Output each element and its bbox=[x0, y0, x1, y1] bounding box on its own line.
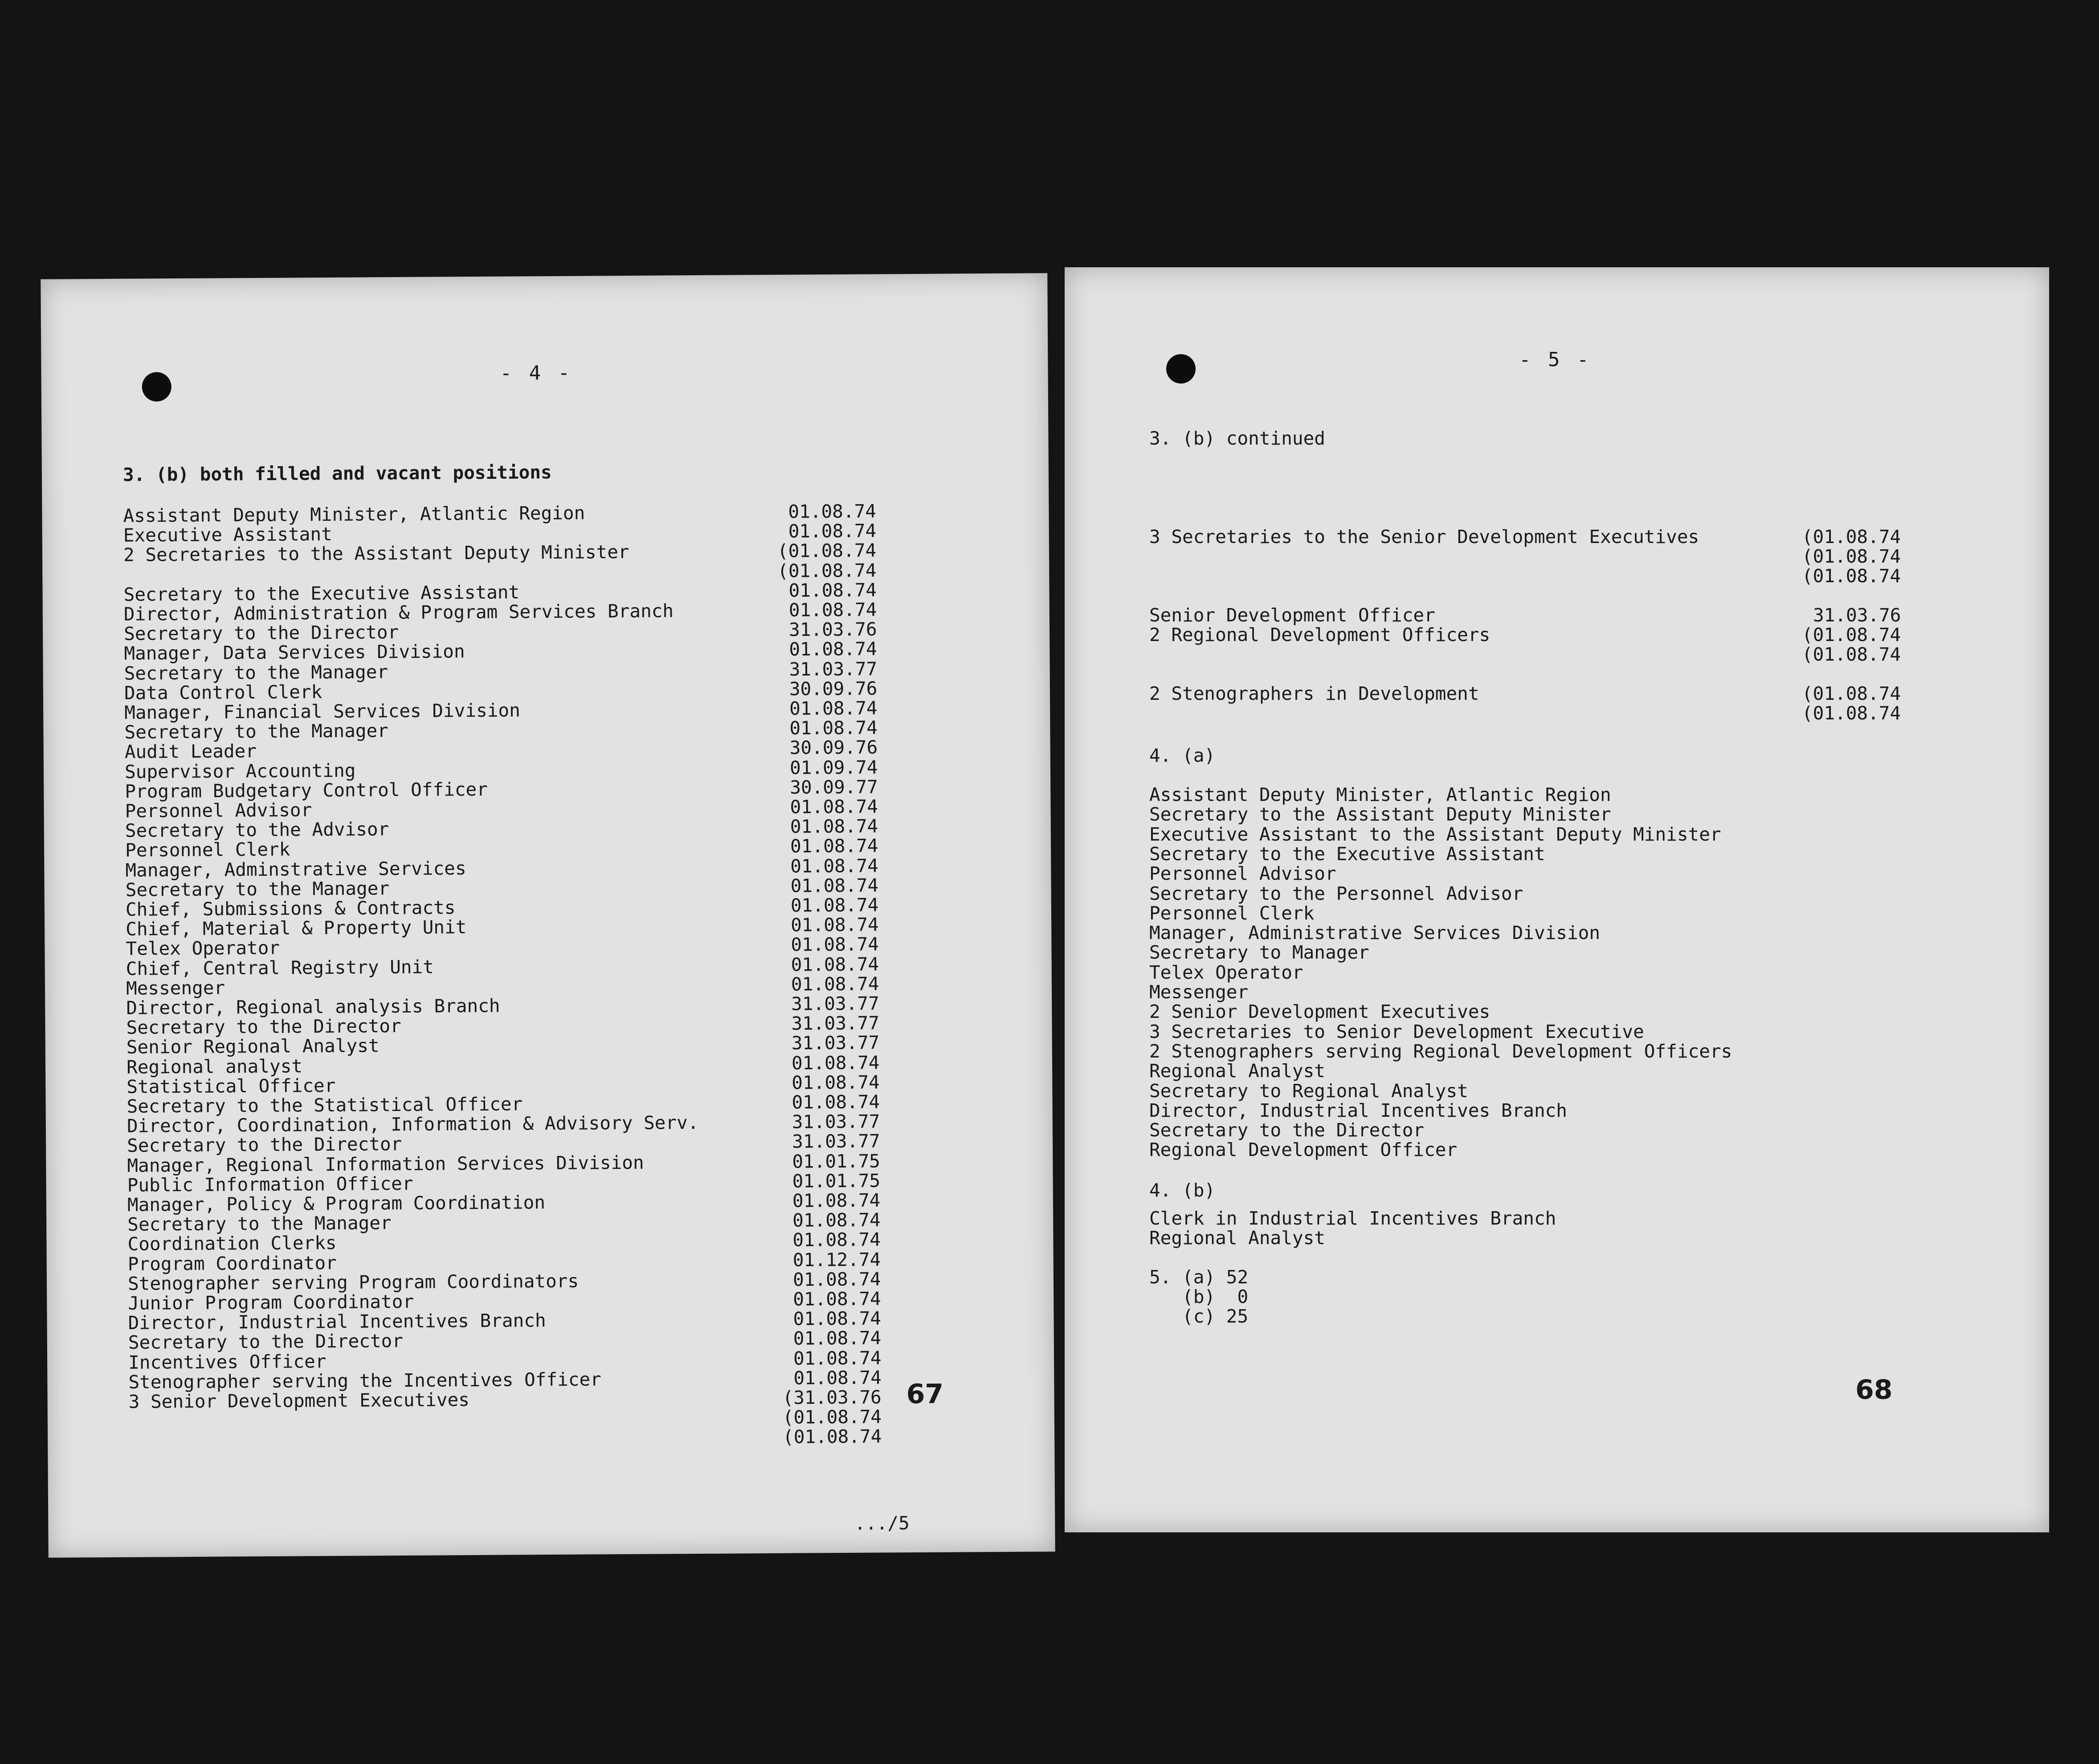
position-date: 01.08.74 bbox=[791, 973, 879, 995]
position-title: Junior Program Coordinator bbox=[128, 1290, 414, 1314]
position-date: 01.08.74 bbox=[790, 835, 878, 858]
position-date: 01.08.74 bbox=[789, 717, 878, 739]
position-title: Secretary to the Director bbox=[123, 621, 399, 645]
list-item: Secretary to Regional Analyst bbox=[1149, 1080, 1468, 1102]
right-page bbox=[1065, 267, 2049, 1532]
list-item: (b) 0 bbox=[1149, 1286, 1249, 1307]
position-title: Secretary to the Director bbox=[127, 1133, 402, 1157]
position-date: 01.08.74 bbox=[792, 1071, 880, 1094]
section-heading: 3. (b) both filled and vacant positions bbox=[123, 461, 552, 486]
punch-hole bbox=[142, 372, 172, 401]
position-date: (01.08.74 bbox=[1802, 565, 1901, 587]
position-date: 01.08.74 bbox=[790, 914, 879, 936]
position-title: Manager, Regional Information Services Division bbox=[127, 1152, 644, 1176]
position-date: 31.03.77 bbox=[792, 1130, 880, 1153]
position-title: Secretary to the Statistical Officer bbox=[127, 1093, 523, 1117]
position-date: 01.08.74 bbox=[793, 1347, 882, 1369]
page-number: - 5 - bbox=[1519, 348, 1592, 371]
position-title: Director, Regional analysis Branch bbox=[126, 995, 500, 1019]
position-date: (01.08.74 bbox=[1802, 546, 1901, 567]
position-date: (31.03.76 bbox=[782, 1386, 882, 1409]
page-stamp: 67 bbox=[906, 1378, 944, 1410]
position-date: 01.08.74 bbox=[792, 1268, 881, 1290]
position-date: 01.08.74 bbox=[792, 1189, 881, 1212]
position-title: Manager, Policy & Program Coordination bbox=[127, 1192, 546, 1216]
position-title: Coordination Clerks bbox=[127, 1232, 337, 1255]
position-title: Executive Assistant bbox=[123, 523, 332, 546]
list-item: Telex Operator bbox=[1149, 961, 1303, 983]
position-date: (01.08.74 bbox=[1802, 526, 1901, 547]
position-date: 30.09.76 bbox=[789, 736, 878, 759]
position-date: 01.08.74 bbox=[788, 520, 877, 542]
position-title: Secretary to the Manager bbox=[124, 661, 388, 684]
position-title: Chief, Material & Property Unit bbox=[126, 916, 467, 940]
list-item: 2 Stenographers serving Regional Development Officers bbox=[1149, 1040, 1732, 1062]
position-title: Messenger bbox=[126, 977, 225, 999]
position-title: Secretary to the Director bbox=[128, 1330, 404, 1354]
position-title: Manager, Data Services Division bbox=[124, 641, 465, 665]
position-title: Chief, Central Registry Unit bbox=[126, 956, 434, 980]
position-title: Director, Industrial Incentives Branch bbox=[128, 1310, 546, 1334]
list-item: Regional Analyst bbox=[1149, 1227, 1325, 1249]
position-title: Stenographer serving Program Coordinators bbox=[127, 1270, 579, 1294]
list-item: Regional Analyst bbox=[1149, 1060, 1325, 1082]
position-date: 01.08.74 bbox=[790, 894, 879, 916]
position-date: 01.08.74 bbox=[790, 855, 878, 877]
position-date: 01.08.74 bbox=[793, 1327, 882, 1350]
position-date: (01.08.74 bbox=[1802, 702, 1901, 724]
position-date: (01.08.74 bbox=[777, 539, 877, 562]
list-item: Regional Development Officer bbox=[1149, 1139, 1458, 1161]
position-date: 01.08.74 bbox=[792, 1209, 881, 1231]
position-title: Personnel Clerk bbox=[125, 838, 290, 862]
position-date: 31.03.77 bbox=[791, 992, 879, 1015]
position-title: Secretary to the Manager bbox=[127, 1212, 392, 1235]
position-date: (01.08.74 bbox=[783, 1425, 882, 1448]
position-date: 01.09.74 bbox=[789, 756, 878, 779]
page-stamp: 68 bbox=[1855, 1374, 1893, 1405]
position-title: Chief, Submissions & Contracts bbox=[125, 897, 456, 920]
position-date: (01.08.74 bbox=[782, 1406, 882, 1428]
position-date: 31.03.76 bbox=[788, 618, 877, 641]
position-date: (01.08.74 bbox=[1802, 683, 1901, 704]
position-title: 3 Secretaries to the Senior Development Executives bbox=[1149, 526, 1699, 547]
position-date: 31.03.77 bbox=[792, 1111, 880, 1133]
position-date: 01.08.74 bbox=[788, 500, 877, 523]
position-title: Regional analyst bbox=[126, 1055, 303, 1078]
list-item: Director, Industrial Incentives Branch bbox=[1149, 1099, 1567, 1121]
position-title: Senior Regional Analyst bbox=[126, 1035, 380, 1058]
position-title: Supervisor Accounting bbox=[124, 760, 356, 783]
list-item: Clerk in Industrial Incentives Branch bbox=[1149, 1208, 1556, 1229]
position-title: Personnel Advisor bbox=[125, 799, 312, 822]
position-title: Public Information Officer bbox=[127, 1172, 413, 1196]
continuation-marker: .../5 bbox=[854, 1512, 910, 1534]
position-title: 2 Regional Development Officers bbox=[1149, 624, 1491, 645]
page-number: - 4 - bbox=[500, 361, 573, 385]
position-title: Director, Coordination, Information & Advisory Serv. bbox=[127, 1112, 699, 1137]
position-title: Secretary to the Director bbox=[126, 1015, 401, 1038]
list-item: Secretary to Manager bbox=[1149, 942, 1369, 964]
section-4b-heading: 4. (b) bbox=[1149, 1180, 1216, 1201]
position-date: 01.08.74 bbox=[790, 874, 879, 897]
position-date: 01.08.74 bbox=[791, 1052, 880, 1074]
list-item: Secretary to the Director bbox=[1149, 1119, 1425, 1141]
position-title: Secretary to the Executive Assistant bbox=[123, 581, 520, 605]
list-item: Assistant Deputy Minister, Atlantic Region bbox=[1149, 784, 1611, 805]
position-date: 01.08.74 bbox=[793, 1288, 881, 1310]
position-date: 01.08.74 bbox=[789, 638, 877, 661]
position-date: 31.03.77 bbox=[791, 1012, 880, 1034]
position-date: 30.09.77 bbox=[790, 776, 878, 798]
list-item: Messenger bbox=[1149, 981, 1249, 1003]
position-date: 01.08.74 bbox=[793, 1367, 882, 1389]
position-title: Telex Operator bbox=[126, 937, 280, 960]
left-page bbox=[41, 273, 1055, 1558]
position-title: Secretary to the Advisor bbox=[125, 818, 389, 841]
position-date: 01.08.74 bbox=[792, 1091, 880, 1113]
position-date: 01.08.74 bbox=[792, 1229, 881, 1251]
position-date: 31.03.76 bbox=[1813, 604, 1901, 626]
position-date: 31.03.77 bbox=[789, 658, 878, 680]
position-date: 30.09.76 bbox=[789, 678, 878, 700]
position-date: (01.08.74 bbox=[1802, 644, 1901, 665]
position-date: 01.08.74 bbox=[790, 796, 878, 818]
position-title: Secretary to the Manager bbox=[125, 877, 390, 901]
list-item: Secretary to the Personnel Advisor bbox=[1149, 882, 1523, 904]
position-date: 01.08.74 bbox=[793, 1307, 882, 1330]
position-date: 01.08.74 bbox=[789, 697, 878, 719]
position-title: Senior Development Officer bbox=[1149, 604, 1435, 626]
list-item: Secretary to the Executive Assistant bbox=[1149, 843, 1545, 865]
position-title: 2 Stenographers in Development bbox=[1149, 683, 1479, 704]
position-title: Statistical Officer bbox=[127, 1074, 336, 1098]
list-item: Manager, Administrative Services Division bbox=[1149, 922, 1601, 944]
position-title: Secretary to the Manager bbox=[124, 720, 389, 743]
position-date: 01.08.74 bbox=[791, 953, 879, 976]
position-date: 31.03.77 bbox=[791, 1032, 880, 1054]
position-date: 01.01.75 bbox=[792, 1150, 881, 1172]
position-title: 3 Senior Development Executives bbox=[128, 1389, 470, 1413]
position-title: Stenographer serving the Incentives Officer bbox=[128, 1368, 601, 1393]
position-title: Manager, Financial Services Division bbox=[124, 699, 520, 723]
position-title: Incentives Officer bbox=[128, 1350, 327, 1373]
list-item: Personnel Clerk bbox=[1149, 902, 1315, 924]
position-date: 01.08.74 bbox=[790, 815, 878, 837]
section-4a-heading: 4. (a) bbox=[1149, 745, 1216, 766]
position-date: 01.08.74 bbox=[788, 579, 877, 601]
position-title: Assistant Deputy Minister, Atlantic Region bbox=[123, 502, 585, 527]
position-title: Data Control Clerk bbox=[124, 681, 323, 704]
list-item: Personnel Advisor bbox=[1149, 863, 1336, 885]
position-date: 01.08.74 bbox=[791, 933, 879, 956]
list-item: (c) 25 bbox=[1149, 1306, 1249, 1327]
position-title: 2 Secretaries to the Assistant Deputy Minister bbox=[123, 541, 629, 566]
position-title: Program Coordinator bbox=[127, 1252, 337, 1275]
list-item: 3 Secretaries to Senior Development Executive bbox=[1149, 1021, 1644, 1042]
list-item: 5. (a) 52 bbox=[1149, 1266, 1249, 1288]
position-title: Director, Administration & Program Services Branch bbox=[123, 600, 674, 625]
position-date: 01.08.74 bbox=[788, 599, 877, 621]
position-date: 01.12.74 bbox=[792, 1249, 881, 1271]
position-title: Program Budgetary Control Officer bbox=[125, 778, 488, 802]
position-date: (01.08.74 bbox=[1802, 624, 1901, 645]
position-title: Manager, Adminstrative Services bbox=[125, 857, 466, 881]
list-item: Secretary to the Assistant Deputy Minister bbox=[1149, 804, 1611, 825]
punch-hole bbox=[1166, 354, 1196, 384]
position-title: Audit Leader bbox=[124, 740, 257, 763]
position-date: (01.08.74 bbox=[777, 559, 877, 582]
list-item: Executive Assistant to the Assistant Deputy Minister bbox=[1149, 823, 1721, 845]
position-date: 01.01.75 bbox=[792, 1170, 881, 1192]
section-heading: 3. (b) continued bbox=[1149, 428, 1325, 449]
list-item: 2 Senior Development Executives bbox=[1149, 1001, 1491, 1023]
